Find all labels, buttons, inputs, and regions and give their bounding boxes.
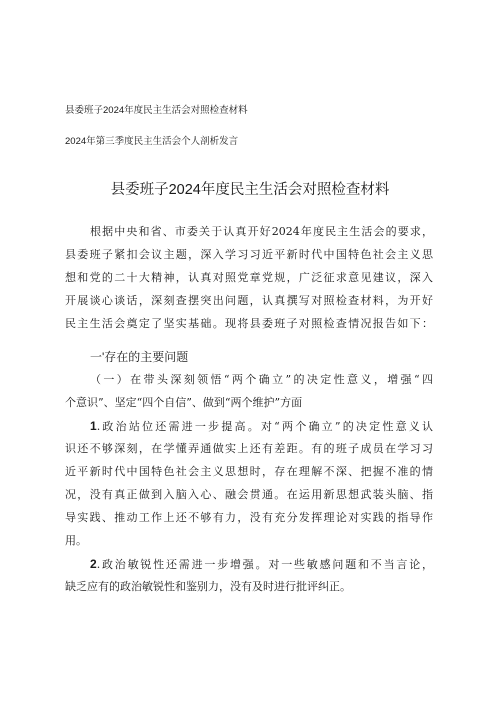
point-number: 2 — [90, 557, 97, 571]
section-heading: 一'存在的主要问题 — [90, 350, 189, 364]
point-first-line — [90, 554, 433, 574]
subsection-line: （一）在带头深刻领悟“两个确立”的决定性意义，增强“四 — [90, 373, 433, 386]
point-text: .政治敏锐性还需进一步增强。对一些敏感问题和不当言论， — [96, 558, 433, 571]
header-line-2: 2024年第三季度民主生活会个人剖析发言 — [65, 136, 239, 147]
point-text: .政治站位还需进一步提高。对“两个确立”的决定性意义认 — [96, 420, 433, 433]
point-line: 近平新时代中国特色社会主义思想时，存在理解不深、把握不准的情 — [65, 465, 433, 478]
intro-line: 县委班子紧扣会议主题，深入学习习近平新时代中国特色社会主义思 — [65, 248, 433, 261]
point-line: 缺乏应有的政治敏锐性和鉴别力，没有及时进行批评纠正。 — [65, 580, 351, 593]
point-line: 识还不够深刻，在学懂弄通做实上还有差距。有的班子成员在学习习 — [65, 442, 433, 455]
point-line: 导实践、推动工作上还不够有力，没有充分发挥理论对实践的指导作 — [65, 511, 433, 524]
point-first-line — [90, 416, 433, 436]
point-line: 用。 — [65, 534, 87, 547]
intro-line: 想和党的二十大精神，认真对照党章党规，广泛征求意见建议，深入 — [65, 271, 433, 284]
subsection-line: 个意识”、坚定“四个自信”、做到“两个维护”方面 — [65, 396, 303, 409]
intro-line: 开展谈心谈话，深刻查摆突出问题，认真撰写对照检查材料，为开好 — [65, 294, 433, 307]
header-line-1: 县委班子2024年度民主生活会对照检查材料 — [65, 105, 248, 116]
document-title: 县委班子2024年度民主生活会对照检查材料 — [110, 182, 390, 198]
intro-line: 民主生活会奠定了坚实基础。现将县委班子对照检查情况报告如下： — [65, 317, 433, 330]
intro-line: 根据中央和省、市委关于认真开好2024年度民主生活会的要求， — [90, 225, 433, 238]
point-line: 况，没有真正做到入脑入心、融会贯通。在运用新思想武装头脑、指 — [65, 488, 433, 501]
point-number: 1 — [90, 419, 97, 433]
